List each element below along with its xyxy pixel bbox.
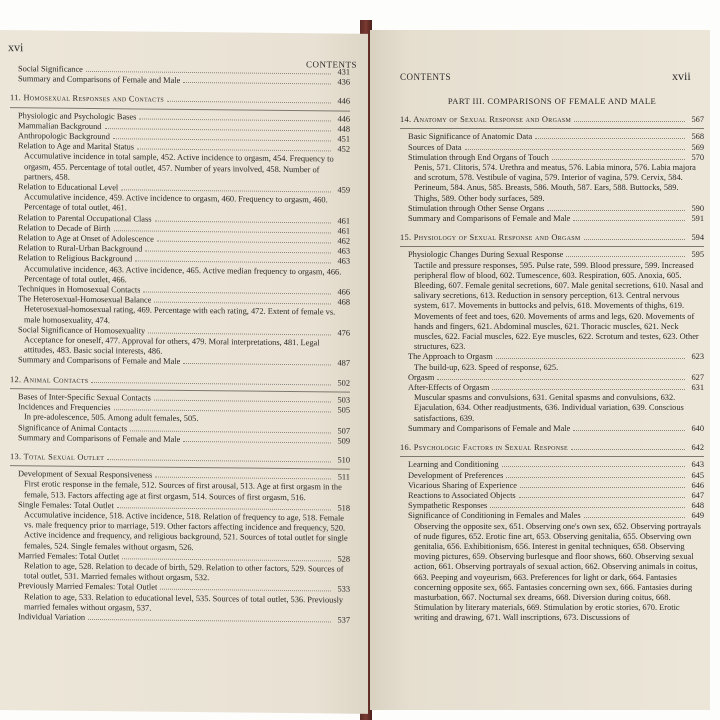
dot-leader	[91, 382, 331, 386]
toc-entry-title: Summary and Comparisons of Female and Male	[18, 74, 181, 86]
dot-leader	[552, 159, 685, 160]
chapter-title: 16. Psychologic Factors in Sexual Response	[400, 443, 568, 453]
toc-entry-title: Significance of Conditioning in Females and Males	[408, 511, 581, 521]
toc-entry-page: 459	[337, 185, 350, 195]
toc-entry[interactable]	[400, 491, 704, 501]
dot-leader	[148, 332, 331, 335]
toc-entry-detail: Accumulative incidence, 518. Active incidence, 518. Relation of frequency to age, 518. Female vs. male frequency prior to marriage, 519. Other factors affecting incidence and frequency, 520. Active incidence and frequency, and religious background, 521. Sources of total outlet for single females, 524. Single females without orgasm, 526.	[24, 510, 348, 552]
toc-entry-page: 505	[337, 405, 350, 415]
part-heading: PART III. COMPARISONS OF FEMALE AND MALE	[447, 96, 657, 106]
toc-entry[interactable]	[10, 433, 350, 447]
dot-leader	[117, 507, 331, 510]
toc-entry-detail: Heterosexual-homosexual rating, 469. Percentage with each rating, 472. Extent of female vs. male homosexuality, 474.	[24, 304, 336, 325]
toc-entry[interactable]	[400, 352, 704, 362]
chapter-title: 15. Physiology of Sexual Response and Orgasm	[400, 233, 581, 243]
toc-entry[interactable]	[400, 511, 704, 521]
toc-entry-title: Relation to Decade of Birth	[18, 223, 111, 234]
chapter-page: 594	[691, 233, 704, 243]
toc-entry-title: Relation to Parental Occupational Class	[18, 212, 152, 224]
toc-entry-page: 448	[337, 124, 350, 134]
toc-entry-page: 462	[337, 236, 350, 246]
dot-leader	[113, 138, 331, 141]
toc-entry-title: Summary and Comparisons of Female and Male	[18, 355, 181, 367]
toc-entry-title: Reactions to Associated Objects	[408, 490, 516, 500]
toc-entry-detail: Penis, 571. Clitoris, 574. Urethra and meatus, 576. Labia minora, 576. Labia majora and scrotum, 578. Vestibule of vagina, 579. Interior of vagina, 579. Cervix, 584. Perineum, 584. Anus, 585. Breasts, 586. Mouth, 587. Ears, 588. Buttocks, 589. Thighs, 589. Other body surfaces, 589.	[414, 163, 696, 203]
toc-entry-title: Stimulation through Other Sense Organs	[408, 203, 545, 213]
dot-leader	[130, 430, 331, 433]
toc-entry[interactable]	[400, 460, 704, 470]
dot-leader	[566, 256, 685, 257]
chapter-heading[interactable]	[10, 94, 350, 108]
toc-entry-title: Relation to Age and Marital Status	[18, 141, 135, 152]
dot-leader	[573, 220, 685, 221]
toc-entry-page: 646	[691, 480, 704, 490]
dot-leader	[121, 189, 331, 192]
toc-entry-detail: The build-up, 623. Speed of response, 625.	[414, 362, 559, 372]
chapter-heading[interactable]	[400, 115, 704, 125]
toc-entry-page: 627	[691, 372, 704, 382]
dot-leader	[584, 517, 685, 518]
dot-leader	[520, 487, 685, 488]
toc-entry-title: Mammalian Background	[18, 121, 102, 131]
toc-entry-page: 451	[337, 134, 350, 144]
toc-entry-page: 590	[691, 203, 704, 213]
dot-leader	[183, 82, 331, 85]
dot-leader	[547, 210, 685, 211]
toc-entry-page: 446	[337, 114, 350, 124]
toc-entry-title: Incidences and Frequencies	[18, 402, 111, 413]
toc-entry-title: Relation to Rural-Urban Background	[18, 243, 143, 254]
toc-entry[interactable]	[400, 143, 704, 153]
toc-entry-detail: Relation to age, 533. Relation to educational level, 535. Sources of total outlet, 536. Previously married females without orgasm, 537.	[24, 591, 344, 613]
dot-leader	[114, 409, 331, 412]
toc-entry-title: The Approach to Orgasm	[408, 352, 493, 362]
toc-entry-title: Anthropologic Background	[18, 131, 110, 142]
dot-leader	[157, 241, 331, 244]
toc-entry[interactable]	[400, 481, 704, 491]
toc-entry-detail: Tactile and pressure responses, 595. Pulse rate, 599. Blood pressure, 599. Increased peripheral flow of blood, 602. Tumescence, 603. Respiration, 605. Anoxia, 605. Bleeding, 607. Female genital secretions, 607. Male genital secretions, 610. Nasal and salivary secretions, 613. Reduction in sensory perception, 613. Central nervous system, 617. Movements in buttocks and pelvis, 618. Movements of thighs, 619. Movements of feet and toes, 620. Movements of arms and legs, 620. Movements of hands and fingers, 621. Abdominal muscles, 621. Thoracic muscles, 621. Neck muscles, 622. Facial muscles, 622. Eye muscles, 622. Scrotum and testes, 623. Other structures, 623.	[414, 260, 704, 352]
toc-entry-page: 537	[337, 615, 350, 625]
toc-entry[interactable]	[400, 153, 704, 163]
dot-leader	[490, 507, 685, 508]
dot-leader	[573, 430, 685, 431]
toc-entry-page: 518	[337, 503, 350, 513]
chapter-rule	[400, 128, 704, 129]
toc-entry-page: 533	[337, 584, 350, 595]
dot-leader	[154, 400, 331, 403]
toc-entry-page: 645	[691, 470, 704, 480]
toc-entry-title: The Heterosexual-Homosexual Balance	[18, 294, 152, 305]
toc-entry-page: 463	[337, 256, 350, 267]
chapter-page: 446	[337, 96, 350, 107]
toc-entry-page: 468	[337, 297, 350, 307]
toc-entry-title: Married Females: Total Outlet	[18, 550, 120, 561]
page-number-roman: xvii	[672, 69, 691, 83]
toc-entry[interactable]	[400, 132, 704, 142]
toc-entry-page: 487	[337, 359, 350, 369]
toc-entry-detail: Muscular spasms and convulsions, 631. Genital spasms and convulsions, 632. Ejaculation, 634. Other readjustments, 636. Individual variation, 639. Conscious satisfactions, 639.	[414, 393, 684, 423]
chapter-title: 13. Total Sexual Outlet	[10, 452, 105, 462]
toc-entry-title: Development of Preferences	[408, 470, 504, 480]
toc-entry-title: Bases of Inter-Specific Sexual Contacts	[18, 392, 151, 403]
chapter-title: 14. Anatomy of Sexual Response and Orgasm	[400, 115, 572, 125]
toc-entry-page: 452	[337, 144, 350, 154]
dot-leader	[105, 128, 332, 131]
dot-leader	[145, 251, 331, 254]
chapter-page: 567	[691, 115, 704, 125]
toc-entry-title: Relation to Religious Background	[18, 253, 133, 264]
toc-entry-title: Vicarious Sharing of Experience	[408, 480, 518, 490]
dot-leader	[506, 477, 685, 478]
toc-entry-page: 528	[337, 554, 350, 564]
toc-entry-title: Social Significance of Homosexuality	[18, 325, 146, 336]
table-of-contents	[400, 92, 704, 624]
chapter-page: 502	[337, 378, 350, 388]
dot-leader	[114, 230, 331, 233]
dot-leader	[135, 261, 331, 264]
chapter-heading[interactable]	[10, 375, 350, 389]
toc-entry-detail: Accumulative incidence in total sample, 452. Active incidence to orgasm, 454. Frequency to orgasm, 455. Percentage of total outlet, 457. Number of years involved, 458. Number of partners, 458.	[24, 151, 334, 182]
toc-entry-title: Sources of Data	[408, 142, 462, 152]
toc-entry-title: Development of Sexual Responsiveness	[18, 469, 153, 480]
dot-leader	[137, 149, 331, 152]
chapter-heading[interactable]	[400, 233, 704, 243]
toc-entry-page: 591	[691, 214, 704, 224]
dot-leader	[465, 149, 686, 150]
dot-leader	[107, 459, 331, 462]
toc-entry-title: Summary and Comparisons of Female and Male	[18, 432, 181, 444]
toc-entry-title: Social Significance	[18, 64, 83, 74]
running-head: CONTENTS	[400, 72, 451, 82]
toc-entry-page: 507	[337, 426, 350, 436]
toc-entry-page: 463	[337, 246, 350, 256]
toc-entry-page: 640	[691, 423, 704, 433]
toc-entry-title: Learning and Conditioning	[408, 460, 499, 470]
toc-entry[interactable]	[400, 383, 704, 393]
toc-entry-page: 509	[337, 436, 350, 446]
toc-entry-page: 461	[337, 226, 350, 236]
toc-entry-title: Summary and Comparisons of Female and Male	[408, 423, 571, 433]
dot-leader	[183, 363, 331, 366]
toc-entry-page: 503	[337, 395, 350, 405]
toc-entry[interactable]	[400, 250, 704, 260]
toc-entry-detail: First erotic response in the female, 512. Sources of first arousal, 513. Age at first orgasm in the female, 513. Factors affecting age at first orgasm, 514. Sources of first orgasm, 516.	[24, 479, 342, 502]
chapter-page: 510	[337, 455, 350, 465]
toc-entry-detail: Relation to age, 528. Relation to decade of birth, 529. Relation to other factors, 529. Sources of total outlet, 531. Married females without orgasm, 532.	[24, 561, 344, 583]
toc-entry-page: 466	[337, 287, 350, 297]
toc-entry[interactable]	[400, 204, 704, 214]
toc-entry-page: 461	[337, 216, 350, 226]
toc-entry-page: 436	[337, 77, 350, 87]
toc-entry-page: 568	[691, 132, 704, 142]
toc-entry-page: 431	[337, 67, 350, 77]
chapter-rule	[400, 456, 704, 457]
dot-leader	[122, 558, 331, 561]
page-number-roman: xvi	[8, 40, 24, 55]
toc-entry[interactable]	[400, 214, 704, 224]
toc-entry-page: 623	[691, 352, 704, 362]
toc-entry[interactable]	[10, 74, 350, 88]
toc-entry-page: 649	[691, 511, 704, 521]
toc-entry-title: Orgasm	[408, 372, 435, 382]
chapter-title: 12. Animal Contacts	[10, 374, 89, 385]
chapter-page: 642	[691, 443, 704, 453]
dot-leader	[492, 389, 685, 390]
toc-entry-page: 595	[691, 250, 704, 260]
toc-entry-detail: Observing the opposite sex, 651. Observing one's own sex, 652. Observing portrayals of nude figures, 652. Erotic fine art, 653. Observing genitalia, 655. Observing own genitalia, 656. Exhibitionism, 656. Interest in genital techniques, 658. Observing moving pictures, 659. Observing burlesque and floor shows, 660. Observing sexual action, 661. Observing portrayals of sexual action, 662. Observing animals in coitus, 663. Peeping and voyeurism, 663. Preferences for light or dark, 664. Fantasies concerning opposite sex, 665. Fantasies concerning own sex, 666. Fantasies during masturbation, 667. Nocturnal sex dreams, 668. Diversion during coitus, 668. Stimulation by literary materials, 669. Stimulation by erotic stories, 670. Erotic writing and drawing, 671. Wall inscriptions, 673. Discussions of	[414, 521, 701, 623]
dot-leader	[88, 619, 331, 623]
running-head: CONTENTS	[306, 59, 357, 70]
toc-entry-page: 476	[337, 328, 350, 338]
toc-entry-title: Physiologic Changes During Sexual Response	[408, 250, 564, 260]
dot-leader	[155, 220, 331, 223]
toc-entry-page: 648	[691, 501, 704, 511]
dot-leader	[571, 449, 685, 450]
chapter-title: 11. Homosexual Responses and Contacts	[10, 93, 165, 105]
toc-entry-title: Previously Married Females: Total Outlet	[18, 581, 158, 592]
table-of-contents	[10, 64, 350, 626]
toc-entry-title: Relation to Age at Onset of Adolescence	[18, 233, 154, 244]
dot-leader	[496, 358, 685, 359]
dot-leader	[519, 497, 685, 498]
toc-entry-detail: Accumulative incidence, 459. Active incidence to orgasm, 460. Frequency to orgasm, 460. Percentage of total outlet, 461.	[24, 192, 328, 213]
toc-entry[interactable]	[400, 424, 704, 434]
toc-entry-title: Techniques in Homosexual Contacts	[18, 284, 141, 295]
dot-leader	[86, 71, 331, 75]
toc-entry[interactable]	[400, 373, 704, 383]
toc-entry-title: Sympathetic Responses	[408, 501, 488, 511]
toc-entry-title: Significance of Animal Contacts	[18, 422, 128, 433]
toc-entry-page: 631	[691, 383, 704, 393]
toc-entry-page: 570	[691, 152, 704, 162]
dot-leader	[502, 466, 685, 467]
toc-entry-page: 647	[691, 490, 704, 500]
toc-entry-title: Basic Significance of Anatomic Data	[408, 132, 533, 142]
chapter-rule	[400, 246, 704, 247]
dot-leader	[160, 589, 331, 592]
toc-entry-title: Stimulation through End Organs of Touch	[408, 152, 549, 162]
toc-entry-title: Physiologic and Psychologic Bases	[18, 110, 137, 122]
dot-leader	[155, 477, 331, 480]
chapter-heading[interactable]	[10, 452, 350, 466]
dot-leader	[139, 118, 331, 121]
toc-entry[interactable]	[10, 612, 350, 626]
toc-entry[interactable]	[400, 471, 704, 481]
toc-entry-page: 569	[691, 142, 704, 152]
toc-entry-title: Summary and Comparisons of Female and Male	[408, 214, 571, 224]
toc-entry-detail: Acceptance for oneself, 477. Approval for others, 479. Moral interpretations, 481. Legal attitudes, 483. Basic social interests, 486.	[24, 335, 320, 356]
left-page	[0, 30, 368, 714]
toc-entry-title: After-Effects of Orgasm	[408, 383, 490, 393]
dot-leader	[584, 239, 685, 240]
dot-leader	[574, 121, 685, 122]
chapter-heading[interactable]	[400, 443, 704, 453]
toc-entry-title: Individual Variation	[18, 612, 86, 622]
toc-entry-title: Relation to Educational Level	[18, 182, 119, 193]
toc-entry[interactable]	[10, 356, 350, 370]
dot-leader	[535, 138, 685, 139]
right-page	[370, 30, 710, 710]
dot-leader	[437, 379, 685, 380]
dot-leader	[183, 441, 331, 444]
toc-entry-page: 643	[691, 460, 704, 470]
toc-entry-detail: In pre-adolescence, 505. Among adult females, 505.	[24, 412, 199, 424]
toc-entry-title: Single Females: Total Outlet	[18, 499, 114, 510]
toc-entry-detail: Accumulative incidence, 463. Active incidence, 465. Active median frequency to orgasm, 466. Percentage of total outlet, 466.	[24, 263, 342, 285]
toc-entry[interactable]	[400, 501, 704, 511]
dot-leader	[143, 292, 331, 295]
dot-leader	[154, 302, 331, 305]
dot-leader	[167, 101, 331, 104]
toc-entry-page: 511	[337, 472, 350, 482]
